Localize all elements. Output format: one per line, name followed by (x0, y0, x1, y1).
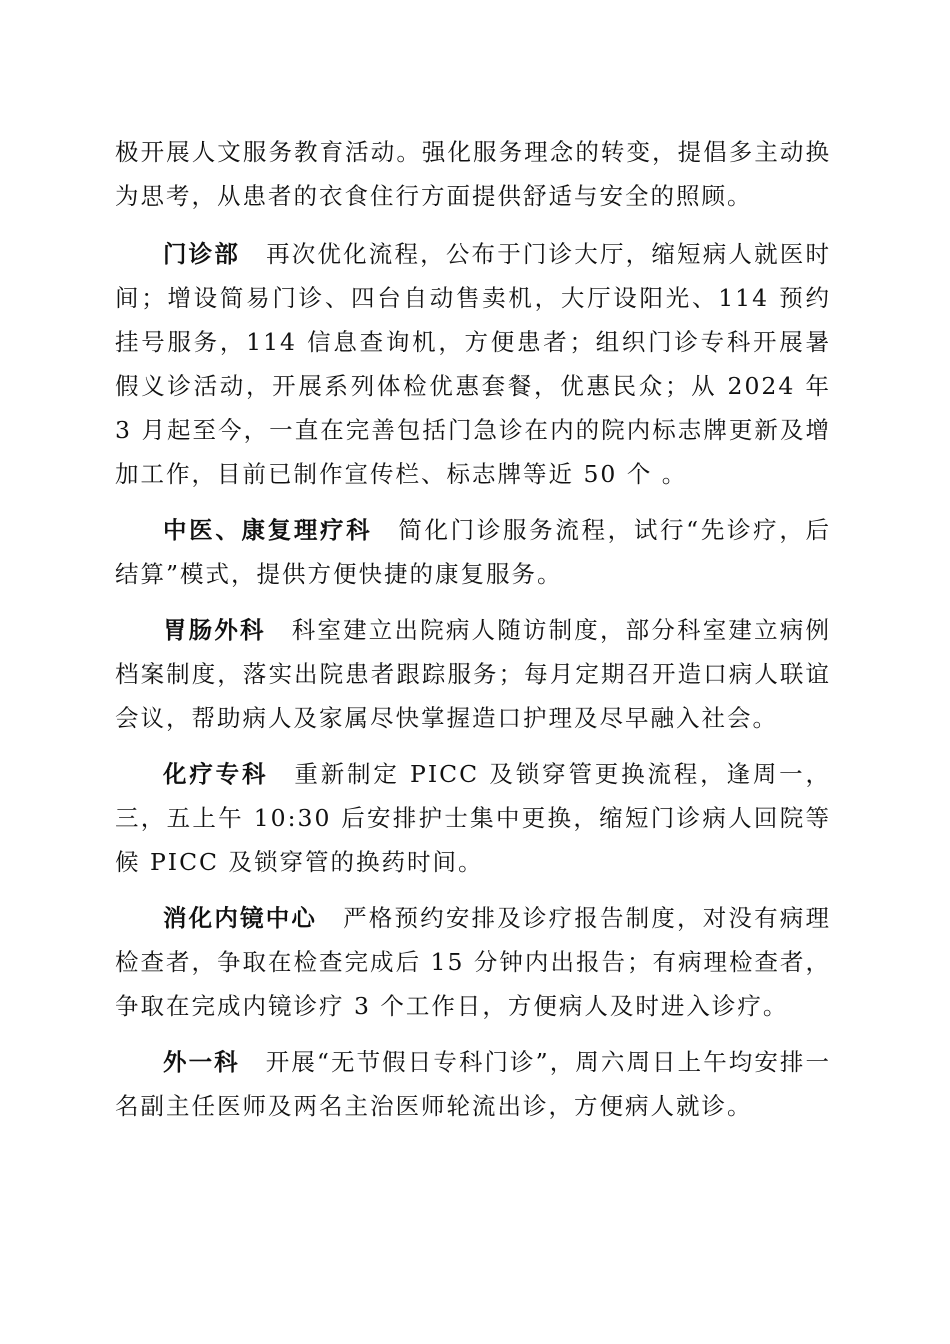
paragraph-text: 严格预约安排及诊疗报告制度，对没有病理检查者，争取在检查完成后 15 分钟内出报告；有病理检查者，争取在完成内镜诊疗 3 个工作日，方便病人及时进入诊疗。 (115, 904, 831, 1020)
paragraph-heading: 消化内镜中心 (163, 904, 318, 932)
paragraph-outpatient (115, 232, 831, 496)
paragraph-surgery-one (115, 1040, 831, 1128)
paragraph-heading: 化疗专科 (163, 760, 269, 788)
paragraph-text: 简化门诊服务流程，试行“先诊疗，后结算”模式，提供方便快捷的康复服务。 (115, 516, 831, 588)
paragraph-continuation (115, 130, 831, 218)
paragraph-text: 科室建立出院病人随访制度，部分科室建立病例档案制度，落实出院患者跟踪服务；每月定期召开造口病人联谊会议，帮助病人及家属尽快掌握造口护理及尽早融入社会。 (115, 616, 831, 732)
paragraph-heading: 门诊部 (163, 240, 241, 268)
document-page (115, 130, 831, 1140)
paragraph-text: 极开展人文服务教育活动。强化服务理念的转变，提倡多主动换为思考，从患者的衣食住行方面提供舒适与安全的照顾。 (115, 138, 831, 210)
paragraph-chemotherapy (115, 752, 831, 884)
paragraph-gastro-surgery (115, 608, 831, 740)
paragraph-text: 再次优化流程，公布于门诊大厅，缩短病人就医时间；增设简易门诊、四台自动售卖机，大厅设阳光、114 预约挂号服务，114 信息查询机，方便患者；组织门诊专科开展暑假义诊活动，开展系列体检优惠套餐，优惠民众；从 2024 年 3 月起至今，一直在完善包括门急诊在内的院内标志牌更新及增加工作，目前已制作宣传栏、标志牌等近 50 个 。 (115, 240, 831, 488)
paragraph-endoscopy (115, 896, 831, 1028)
paragraph-heading: 外一科 (163, 1048, 240, 1076)
paragraph-tcm-rehab (115, 508, 831, 596)
paragraph-text: 重新制定 PICC 及锁穿管更换流程，逢周一，三，五上午 10:30 后安排护士集中更换，缩短门诊病人回院等候 PICC 及锁穿管的换药时间。 (115, 760, 832, 876)
paragraph-heading: 中医、康复理疗科 (163, 516, 373, 544)
paragraph-heading: 胃肠外科 (163, 616, 266, 644)
paragraph-text: 开展“无节假日专科门诊”，周六周日上午均安排一名副主任医师及两名主治医师轮流出诊，方便病人就诊。 (115, 1048, 832, 1120)
